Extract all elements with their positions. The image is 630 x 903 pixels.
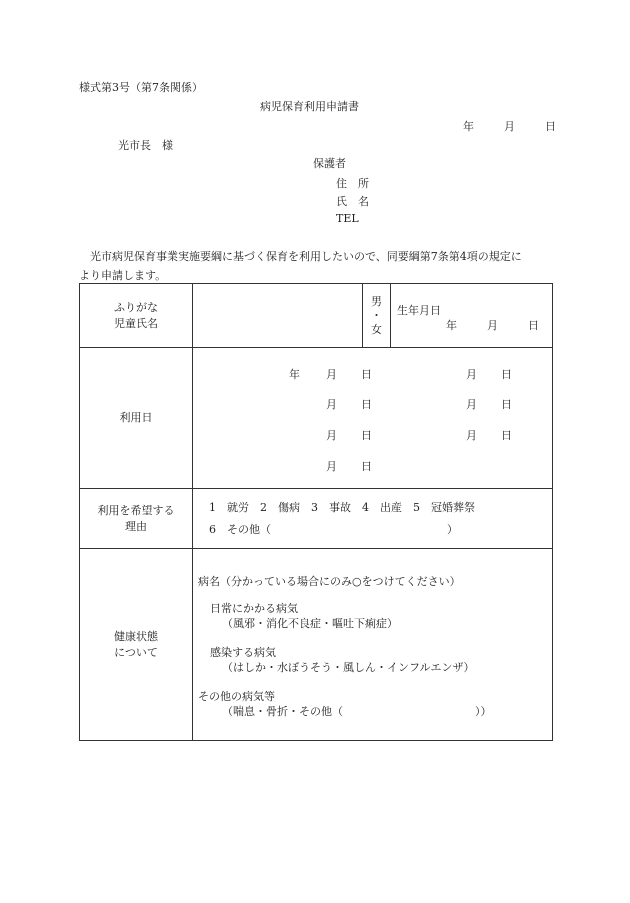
dob-day: 日: [528, 319, 539, 332]
application-date[interactable]: [463, 118, 556, 134]
health-label-2: について: [114, 645, 158, 659]
reason-options-line-2[interactable]: 6 その他（ ）: [209, 522, 458, 536]
use-date-label: 利用日: [80, 348, 193, 489]
reason-options-line-1[interactable]: 1 就労 2 傷病 3 事故 4 出産 5 冠婚葬祭: [209, 500, 475, 514]
use-date-day-7: 日: [361, 460, 372, 473]
use-date-row: [80, 348, 553, 489]
intro-text: [79, 247, 551, 285]
use-date-day-5: 日: [361, 429, 372, 442]
dob-label: 生年月日: [397, 304, 441, 317]
use-date-day-2: 日: [501, 368, 512, 381]
intro-line-1: 光市病児保育事業実施要綱に基づく保育を利用したいので、同要綱第7条第4項の規定に: [90, 250, 522, 263]
reason-label-1: 利用を希望する: [97, 503, 175, 517]
use-date-day-1: 日: [361, 368, 372, 381]
sex-male-option[interactable]: 男: [371, 294, 382, 308]
reason-row: [80, 489, 553, 549]
intro-line-2: より申請します。: [79, 269, 167, 282]
use-date-month-5: 月: [326, 429, 337, 442]
dob-ymd: [446, 317, 539, 333]
document-title: 病児保育利用申請書: [260, 100, 359, 113]
use-date-month-7: 月: [326, 460, 337, 473]
date-year-label: 年: [463, 120, 474, 133]
use-date-year-1: 年: [289, 368, 300, 381]
child-row: [80, 284, 553, 348]
use-date-entries[interactable]: [193, 348, 553, 489]
form-number: 様式第3号（第7条関係）: [79, 81, 203, 94]
common-disease-title[interactable]: 日常にかかる病気: [210, 602, 298, 615]
use-date-day-4: 日: [501, 398, 512, 411]
child-name-label: 児童氏名: [114, 316, 158, 330]
health-label-1: 健康状態: [114, 629, 158, 643]
other-disease-title[interactable]: その他の病気等: [198, 690, 275, 703]
date-day-label: 日: [545, 120, 556, 133]
infectious-disease-title[interactable]: 感染する病気: [210, 646, 276, 659]
date-month-label: 月: [504, 120, 515, 133]
health-details[interactable]: [193, 549, 553, 741]
use-date-month-3: 月: [326, 398, 337, 411]
use-date-day-6: 日: [501, 429, 512, 442]
sex-selector[interactable]: [363, 284, 391, 348]
infectious-disease-list[interactable]: （はしか・水ぼうそう・風しん・インフルエンザ）: [222, 661, 475, 674]
reason-label-cell: [80, 489, 193, 549]
guardian-name-field[interactable]: 氏 名: [336, 195, 369, 208]
furigana-label: ふりがな: [114, 300, 158, 314]
reason-options[interactable]: [193, 489, 553, 549]
guardian-address-field[interactable]: 住 所: [336, 177, 369, 190]
dob-year: 年: [446, 319, 457, 332]
use-date-month-4: 月: [466, 398, 477, 411]
common-disease-list[interactable]: （風邪・消化不良症・嘔吐下痢症）: [222, 617, 398, 630]
application-form-table: [79, 283, 553, 741]
disease-name-instruction: 病名（分かっている場合にのみ○をつけてください）: [198, 575, 461, 588]
date-of-birth-field[interactable]: [391, 284, 553, 348]
child-name-label-cell: [80, 284, 193, 348]
sex-separator: ・: [371, 308, 382, 322]
use-date-month-1: 月: [326, 368, 337, 381]
reason-label-2: 理由: [125, 519, 147, 533]
other-disease-list[interactable]: （喘息・骨折・その他（ ））: [222, 705, 492, 718]
health-label-cell: [80, 549, 193, 741]
child-name-input[interactable]: [193, 284, 363, 348]
use-date-day-3: 日: [361, 398, 372, 411]
dob-month: 月: [487, 319, 498, 332]
guardian-tel-field[interactable]: TEL: [336, 212, 359, 225]
health-row: [80, 549, 553, 741]
use-date-month-6: 月: [466, 429, 477, 442]
guardian-label: 保護者: [313, 157, 346, 170]
sex-female-option[interactable]: 女: [371, 322, 382, 336]
addressee: 光市長 様: [118, 139, 173, 152]
use-date-month-2: 月: [466, 368, 477, 381]
